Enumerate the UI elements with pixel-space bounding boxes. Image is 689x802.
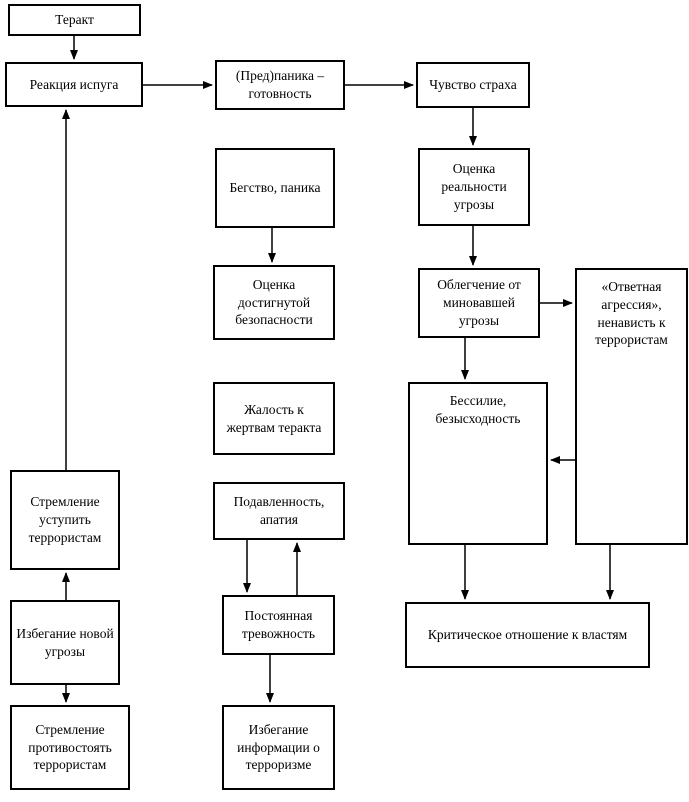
node-izbeganie-informacii: Избегание информации о терроризме [222,705,335,790]
node-zhalost: Жалость к жертвам теракта [213,382,335,455]
node-podavlennost: Подавленность, апатия [213,482,345,540]
node-otvetnaya-agressiya: «Ответная агрессия», ненависть к террористам [575,268,688,545]
node-stremlenie-ustupit: Стремление уступить террористам [10,470,120,570]
node-chuvstvo-straha: Чувство страха [416,62,530,108]
node-izbeganie-ugrozy: Избегание новой угрозы [10,600,120,685]
node-ocenka-realnosti: Оценка реальности угрозы [418,148,530,226]
node-reakciya-ispuga: Реакция испуга [5,62,143,107]
node-kriticheskoe-otnoshenie: Критическое отношение к властям [405,602,650,668]
node-ocenka-bezopasnosti: Оценка достигнутой безопасности [213,265,335,340]
node-oblegchenie: Облегчение от миновавшей угрозы [418,268,540,338]
node-predpanika: (Пред)паника – готовность [215,60,345,110]
node-stremlenie-protivostoyat: Стремление противостоять террористам [10,705,130,790]
node-postoyannaya-trevozhnost: Постоянная тревожность [222,595,335,655]
node-begstvo-panika: Бегство, паника [215,148,335,228]
node-bessilie: Бессилие, безысходность [408,382,548,545]
node-terakt: Теракт [8,4,141,36]
